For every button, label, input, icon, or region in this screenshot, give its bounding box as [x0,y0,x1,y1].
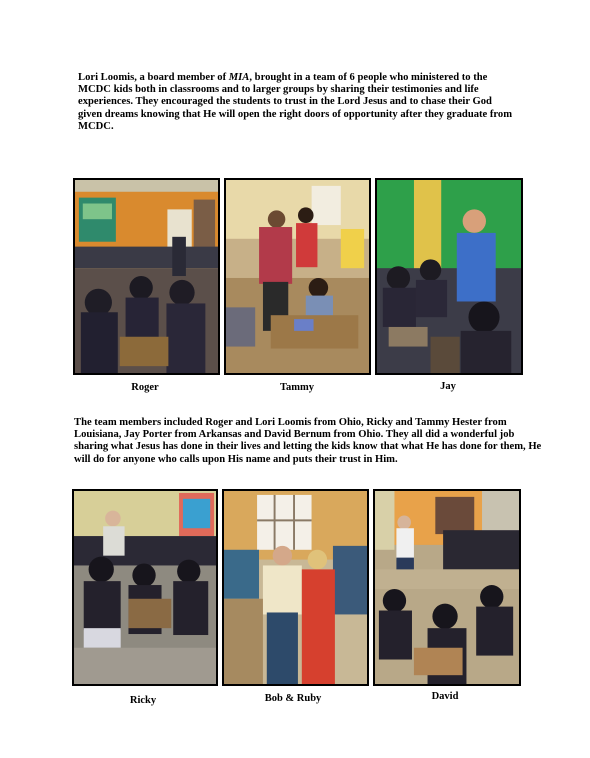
photo-bob-ruby [222,489,369,686]
team-paragraph: The team members included Roger and Lori Loomis from Ohio, Ricky and Tammy Hester from Louisiana, Jay Porter from Arkansas and David Bernum from Ohio. They all did a wonderful job sharing what Jesus has done in their lives and letting the kids know that what He has done for them, He will do for anyone who calls upon His name and puts their trust in Him. [74,417,542,465]
caption-ricky: Ricky [129,695,157,706]
intro-text-start: Lori Loomis, a board member of [78,72,229,83]
caption-david: David [431,691,459,702]
photo-david [373,489,521,686]
photo-roger [73,178,220,375]
caption-jay: Jay [440,381,456,392]
org-name: MIA [228,72,250,83]
caption-roger: Roger [131,382,159,393]
photo-ricky [72,489,218,686]
photo-tammy [224,178,371,375]
intro-text-end: , brought in a team of 6 people who ministered to the MCDC kids both in classrooms and to larger groups by sharing their testimonies and life experiences. They encouraged the students to trust in the Lord Jesus and to chase their God given dreams knowing that He will open the right doors of opportunity after they graduate from MCDC. [78,72,513,132]
intro-paragraph [78,72,518,133]
caption-bob-ruby: Bob & Ruby [264,693,322,704]
caption-tammy: Tammy [279,382,315,393]
photo-jay [375,178,523,375]
